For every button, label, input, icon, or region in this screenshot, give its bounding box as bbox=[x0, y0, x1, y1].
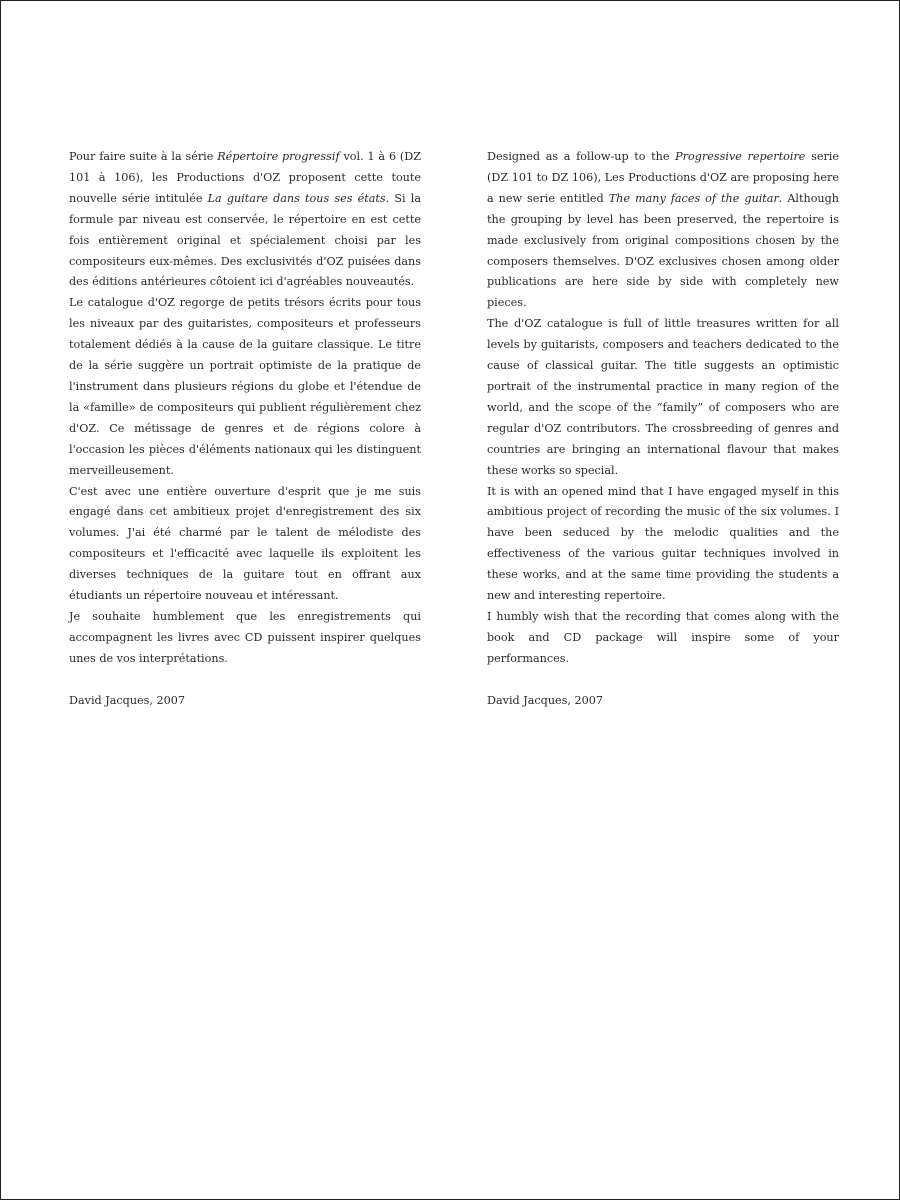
english-paragraph-3: It is with an opened mind that I have engaged myself in this ambitious project of recording the music of the six volumes. I have been seduced by the melodic qualities and the effectiveness of the various guitar techniques involved in these works, and at the same time providing the students a new and interesting repertoire. bbox=[487, 484, 839, 603]
french-paragraph-3: C'est avec une entière ouverture d'esprit que je me suis engagé dans cet ambitieux projet d'enregistrement des six volumes. J'ai été charmé par le talent de mélodiste des compositeurs et l'efficacité avec laquelle ils exploitent les diverses techniques de la guitare tout en offrant aux étudiants un répertoire nouveau et intéressant. bbox=[69, 484, 421, 603]
english-paragraph-2: The d'OZ catalogue is full of little treasures written for all levels by guitarists, composers and teachers dedicated to the cause of classical guitar. The title suggests an optimistic portrait of the instrumental practice in many region of the world, and the scope of the “family” of composers who are regular d'OZ contributors. The crossbreeding of genres and countries are bringing an international flavour that makes these works so special. bbox=[487, 317, 839, 477]
french-column bbox=[69, 147, 421, 712]
series-title-italic: Répertoire progressif bbox=[217, 150, 340, 163]
series-title-italic: Progressive repertoire bbox=[675, 150, 806, 163]
french-paragraph-4: Je souhaite humblement que les enregistrements qui accompagnent les livres avec CD puissent inspirer quelques unes de vos interprétations. bbox=[69, 609, 421, 665]
english-paragraph-1: Designed as a follow-up to the Progressive repertoire serie (DZ 101 to DZ 106), Les Productions d'OZ are proposing here a new serie entitled The many faces of the guitar. Although the grouping by level has been preserved, the repertoire is made exclusively from original compositions chosen by the composers themselves. D'OZ exclusives chosen among older publications are here side by side with completely new pieces. bbox=[487, 150, 840, 310]
french-paragraph-2: Le catalogue d'OZ regorge de petits trésors écrits pour tous les niveaux par des guitaristes, compositeurs et professeurs totalement dédiés à la cause de la guitare classique. Le titre de la série suggère un portrait optimiste de la pratique de l'instrument dans plusieurs régions du globe et l'étendue de la «famille» de compositeurs qui publient régulièrement chez d'OZ. Ce métissage de genres et de régions colore à l'occasion les pièces d'éléments nationaux qui les distinguent merveilleusement. bbox=[69, 296, 421, 477]
french-paragraph-1: Pour faire suite à la série Répertoire progressif vol. 1 à 6 (DZ 101 à 106), les Productions d'OZ proposent cette toute nouvelle série intitulée La guitare dans tous ses états. Si la formule par niveau est conservée, le répertoire en est cette fois entièrement original et spécialement choisi par les compositeurs eux-mêmes. Des exclusivités d'OZ puisées dans des éditions antérieures côtoient ici d'agréables nouveautés. bbox=[69, 150, 422, 289]
new-series-title-italic: La guitare dans tous ses états bbox=[207, 191, 386, 205]
new-series-title-italic: The many faces of the guitar bbox=[608, 191, 779, 205]
french-signature: David Jacques, 2007 bbox=[69, 693, 185, 707]
english-column bbox=[487, 147, 839, 712]
english-paragraph-4: I humbly wish that the recording that comes along with the book and CD package will inspire some of your performances. bbox=[487, 609, 839, 665]
english-signature: David Jacques, 2007 bbox=[487, 693, 603, 707]
